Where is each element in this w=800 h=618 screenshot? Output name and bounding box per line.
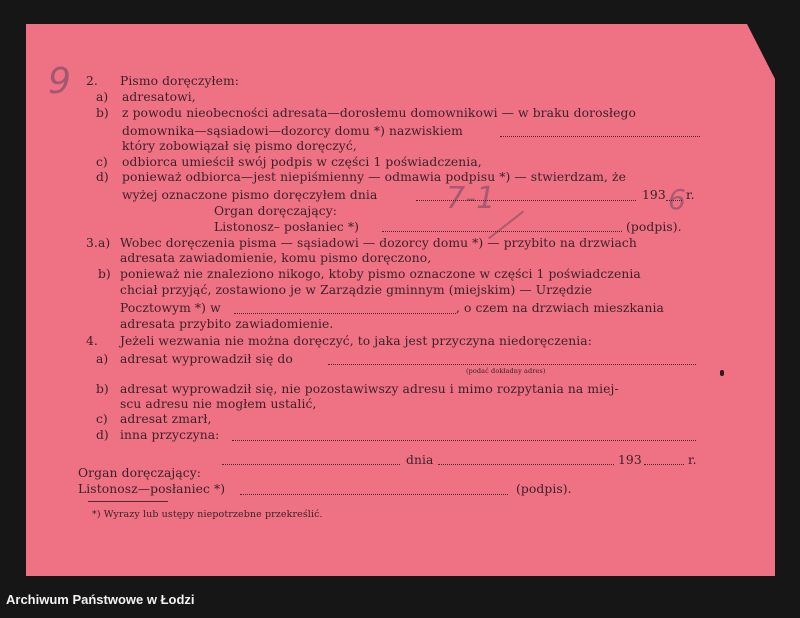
section-2-number: 2. <box>86 74 98 88</box>
item-a-label: a) <box>96 90 109 104</box>
item-3b-label: b) <box>98 267 111 281</box>
item-4c-label: c) <box>96 412 108 426</box>
handwritten-date: 7-1 <box>446 181 496 216</box>
item-b-line1: z powodu nieobecności adresata—dorosłemu domownikowi — w braku dorosłego <box>122 106 636 120</box>
item-4d-label: d) <box>96 428 109 442</box>
signature-caption-2: (podpis). <box>516 482 572 496</box>
name-fill-line <box>500 136 700 137</box>
year-fill-line-2 <box>644 464 684 465</box>
place-fill-line <box>222 464 400 465</box>
item-b-line3: który zobowiązał się pismo doręczyć, <box>122 139 357 153</box>
footnote-rule <box>88 501 168 502</box>
item-d-label: d) <box>96 170 109 184</box>
item-3a-line2: adresata zawiadomienie, komu pismo doręczono, <box>120 251 432 265</box>
item-4d-text: inna przyczyna: <box>120 428 220 442</box>
item-4b-label: b) <box>96 382 109 396</box>
handwritten-margin-mark: 9 <box>48 61 72 102</box>
ink-spot <box>720 370 724 376</box>
year-prefix-2: 193 <box>618 453 642 467</box>
archive-credit: Archiwum Państwowe w Łodzi <box>6 592 195 607</box>
section-3-number: 3. <box>86 236 98 250</box>
organ-label-2: Organ doręczający: <box>78 466 202 480</box>
signature-line-1 <box>382 231 622 232</box>
date-fill-line <box>416 200 636 201</box>
document-form <box>26 24 775 576</box>
item-4c-text: adresat zmarł, <box>120 412 212 426</box>
post-office-fill-line <box>234 313 456 314</box>
handwritten-year: 6 <box>668 183 686 216</box>
item-3a-line1: Wobec doręczenia pisma — sąsiadowi — dozorcy domu *) — przybito na drzwiach <box>120 236 637 250</box>
postman-label-2: Listonosz—posłaniec *) <box>78 482 226 496</box>
item-4b-line2: scu adresu nie mogłem ustalić, <box>120 397 317 411</box>
item-3b-line2: chciał przyjąć, zostawiono je w Zarządzie gminnym (miejskim) — Urzędzie <box>120 283 593 297</box>
item-d-line2: wyżej oznaczone pismo doręczyłem dnia <box>122 188 378 202</box>
section-4-number: 4. <box>86 334 98 348</box>
signature-caption-1: (podpis). <box>626 220 682 234</box>
item-d-line1: ponieważ odbiorca—jest niepiśmienny — odmawia podpisu *) — stwierdzam, że <box>122 170 626 184</box>
year-prefix: 193 <box>642 188 666 202</box>
year-suffix-2: r. <box>688 453 697 467</box>
item-c-label: c) <box>96 155 108 169</box>
item-4b-line1: adresat wyprowadził się, nie pozostawiwszy adresu i mimo rozpytania na miej- <box>120 382 619 396</box>
year-suffix: r. <box>686 188 695 202</box>
torn-corner <box>747 24 775 79</box>
item-b-line2: domownika—sąsiadowi—dozorcy domu *) nazwiskiem <box>122 124 463 138</box>
signature-line-2 <box>240 494 508 495</box>
organ-label-1: Organ doręczający: <box>214 204 338 218</box>
item-3b-line3b: , o czem na drzwiach mieszkania <box>456 301 664 315</box>
footnote: *) Wyrazy lub ustępy niepotrzebne przekreślić. <box>92 509 323 520</box>
postman-label-1: Listonosz– posłaniec *) <box>214 220 359 234</box>
item-3b-line3a: Pocztowym *) w <box>120 301 221 315</box>
section-4-heading: Jeżeli wezwania nie można doręczyć, to jaka jest przyczyna niedoręczenia: <box>120 334 592 348</box>
date-label-2: dnia <box>406 453 434 467</box>
item-a-text: adresatowi, <box>122 90 196 104</box>
year-fill-line <box>666 200 682 201</box>
date-fill-line-2 <box>438 464 614 465</box>
item-3a-label: a) <box>98 236 111 250</box>
item-3b-line4: adresata przybito zawiadomienie. <box>120 317 334 331</box>
address-fill-line <box>328 364 696 365</box>
item-4a-text: adresat wyprowadził się do <box>120 352 293 366</box>
item-4a-label: a) <box>96 352 109 366</box>
address-hint: (podać dokładny adres) <box>466 367 546 375</box>
item-c-text: odbiorca umieścił swój podpis w części 1 poświadczenia, <box>122 155 482 169</box>
item-3b-line1: ponieważ nie znaleziono nikogo, ktoby pismo oznaczone w części 1 poświadczenia <box>120 267 641 281</box>
reason-fill-line-1 <box>232 440 696 441</box>
item-b-label: b) <box>96 106 109 120</box>
section-2-heading: Pismo doręczyłem: <box>120 74 240 88</box>
